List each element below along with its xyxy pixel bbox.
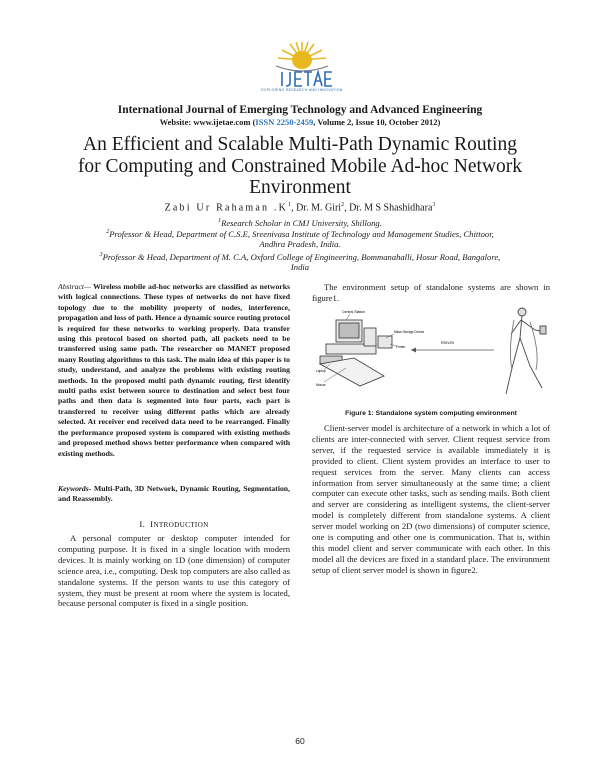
aff-text: Professor & Head, Department of M. C.A, Oxford College of Engineering, Bommanahalli, Hosur Road, Bangalore, [102,251,501,262]
figure-caption: Figure 1: Standalone system computing environment [345,410,517,417]
env-intro-paragraph: The environment setup of standalone systems are shown in figure1. [312,282,550,303]
aff-text: India [290,262,310,273]
section-first-letter: I [150,519,154,529]
author-2: , Dr. M. Giri [291,202,342,214]
aff-sup: 3 [99,252,103,258]
sunburst-icon [276,42,328,71]
issn-link[interactable]: ISSN 2250-2459 [255,117,314,127]
desktop-computer-icon [320,320,392,386]
keywords-text: Multi-Path, 3D Network, Dynamic Routing, Segmentation, and Reassembly. [58,484,290,504]
author-1-sup: 1 [288,202,292,208]
journal-website [0,117,600,127]
section-title-rest: NTRODUCTION [153,521,209,529]
fig-label-moves: Moves [441,340,455,345]
keywords-lead: Keywords- [58,484,92,493]
section-numeral: I. [139,519,146,529]
keywords [58,484,290,505]
aff-text: Research Scholar in CMJ University, Shillong. [221,217,382,228]
paper-title [40,134,560,199]
author-3-sup: 3 [432,202,436,208]
figure-1-standalone-system [316,306,552,406]
fig-label-printer: Printer [396,345,406,349]
title-line: An Efficient and Scalable Multi-Path Dynamic Routing [83,134,517,155]
author-list [0,202,600,213]
title-line: for Computing and Constrained Mobile Ad-hoc Network [77,155,523,177]
logo-tagline: EXPLORING RESEARCH AND INNOVATION [261,88,343,92]
page-number: 60 [295,736,305,746]
walking-person-icon [506,308,546,394]
logo-wordmark [282,72,332,86]
client-server-paragraph: Client-server model is architecture of a network in which a lot of clients are inter-connected with server. Client request service from server, if the requested service is available immediately it is provided to client. Client system provides an interface to user to request services from the server. Many clients can access information from server simultaneously at the same time; a client computer can execute other tasks, such as sending mails. Both client and server are considering as intelligent systems, the client-server model is completely different from standalone systems. A client server model working on 2D (two dimensions) of computer science, one is computing and other one is communication. That is, within this model client and server communicate with each other. In this model all the devices are fixed in a standard place. The environment setup of client server model is shown in figure2. [312,423,550,575]
fig-label-laptop: Laptop [316,369,326,373]
website-prefix: Website: www.ijetae.com ( [159,117,256,127]
section-heading [58,519,290,529]
aff-text: Andhra Pradesh, India. [259,239,341,250]
fig-label-mouse: Mouse [316,383,326,387]
author-2-sup: 2 [341,202,345,208]
aff-sup: 2 [106,229,110,235]
abstract-lead: Abstract— [58,282,91,291]
affiliation-2 [40,227,560,250]
fig-label-central: Central Station [342,310,366,314]
author-1: Zabi Ur Rahaman .K [164,202,289,214]
author-3: , Dr. M S Shashidhara [344,202,433,214]
aff-sup: 1 [218,218,222,224]
aff-text: Professor & Head, Department of C.S.E, Sreenivasa Institute of Technology and Management Studies, Chittoor, [109,228,494,239]
fig-label-storage: Mass Storage Device [394,330,425,334]
intro-paragraph: A personal computer or desktop computer intended for computing purpose. It is fixed in a single location with modern devices. It is mainly working on 1D (one dimension) of computer science area, i.e., computing. Desk top computers are also called as standalone systems. If the person wants to use this category of system, they must be present at room where the system is located, because personal computer is fixed in a single position. [58,533,290,609]
website-suffix: , Volume 2, Issue 10, October 2012) [313,117,441,127]
arrow-icon [411,348,494,353]
journal-name: International Journal of Emerging Technology and Advanced Engineering [117,104,483,116]
affiliation-3 [40,250,560,273]
abstract [58,282,290,459]
title-line: Environment [249,177,351,198]
abstract-text: Wireless mobile ad-hoc networks are classified as networks with logical connections. These types of networks do not have fixed topology due to the mobility property of nodes, interference, propagation and loss of path. Hence a dynamic source routing protocol is required for these networks to working properly. Data transfer using this protocol based on shorted path, all packets need to be transferred using same path. The researcher on MANET proposed many Routing algorithms to this task. The main idea of this paper is to study, understand, and analyze the problems with existing routing methods. In the proposed multi path dynamic routing, first identify multi paths exist between source to destination and select best four paths and then data is segmented into four parts, each part is transferred to receiver using different paths which are already selected. At receiver end received data need to be rearranged. Finally the performance proposed system is compared with existing methods and proposed method shows better performance when compared with existing methods. [58,282,290,458]
